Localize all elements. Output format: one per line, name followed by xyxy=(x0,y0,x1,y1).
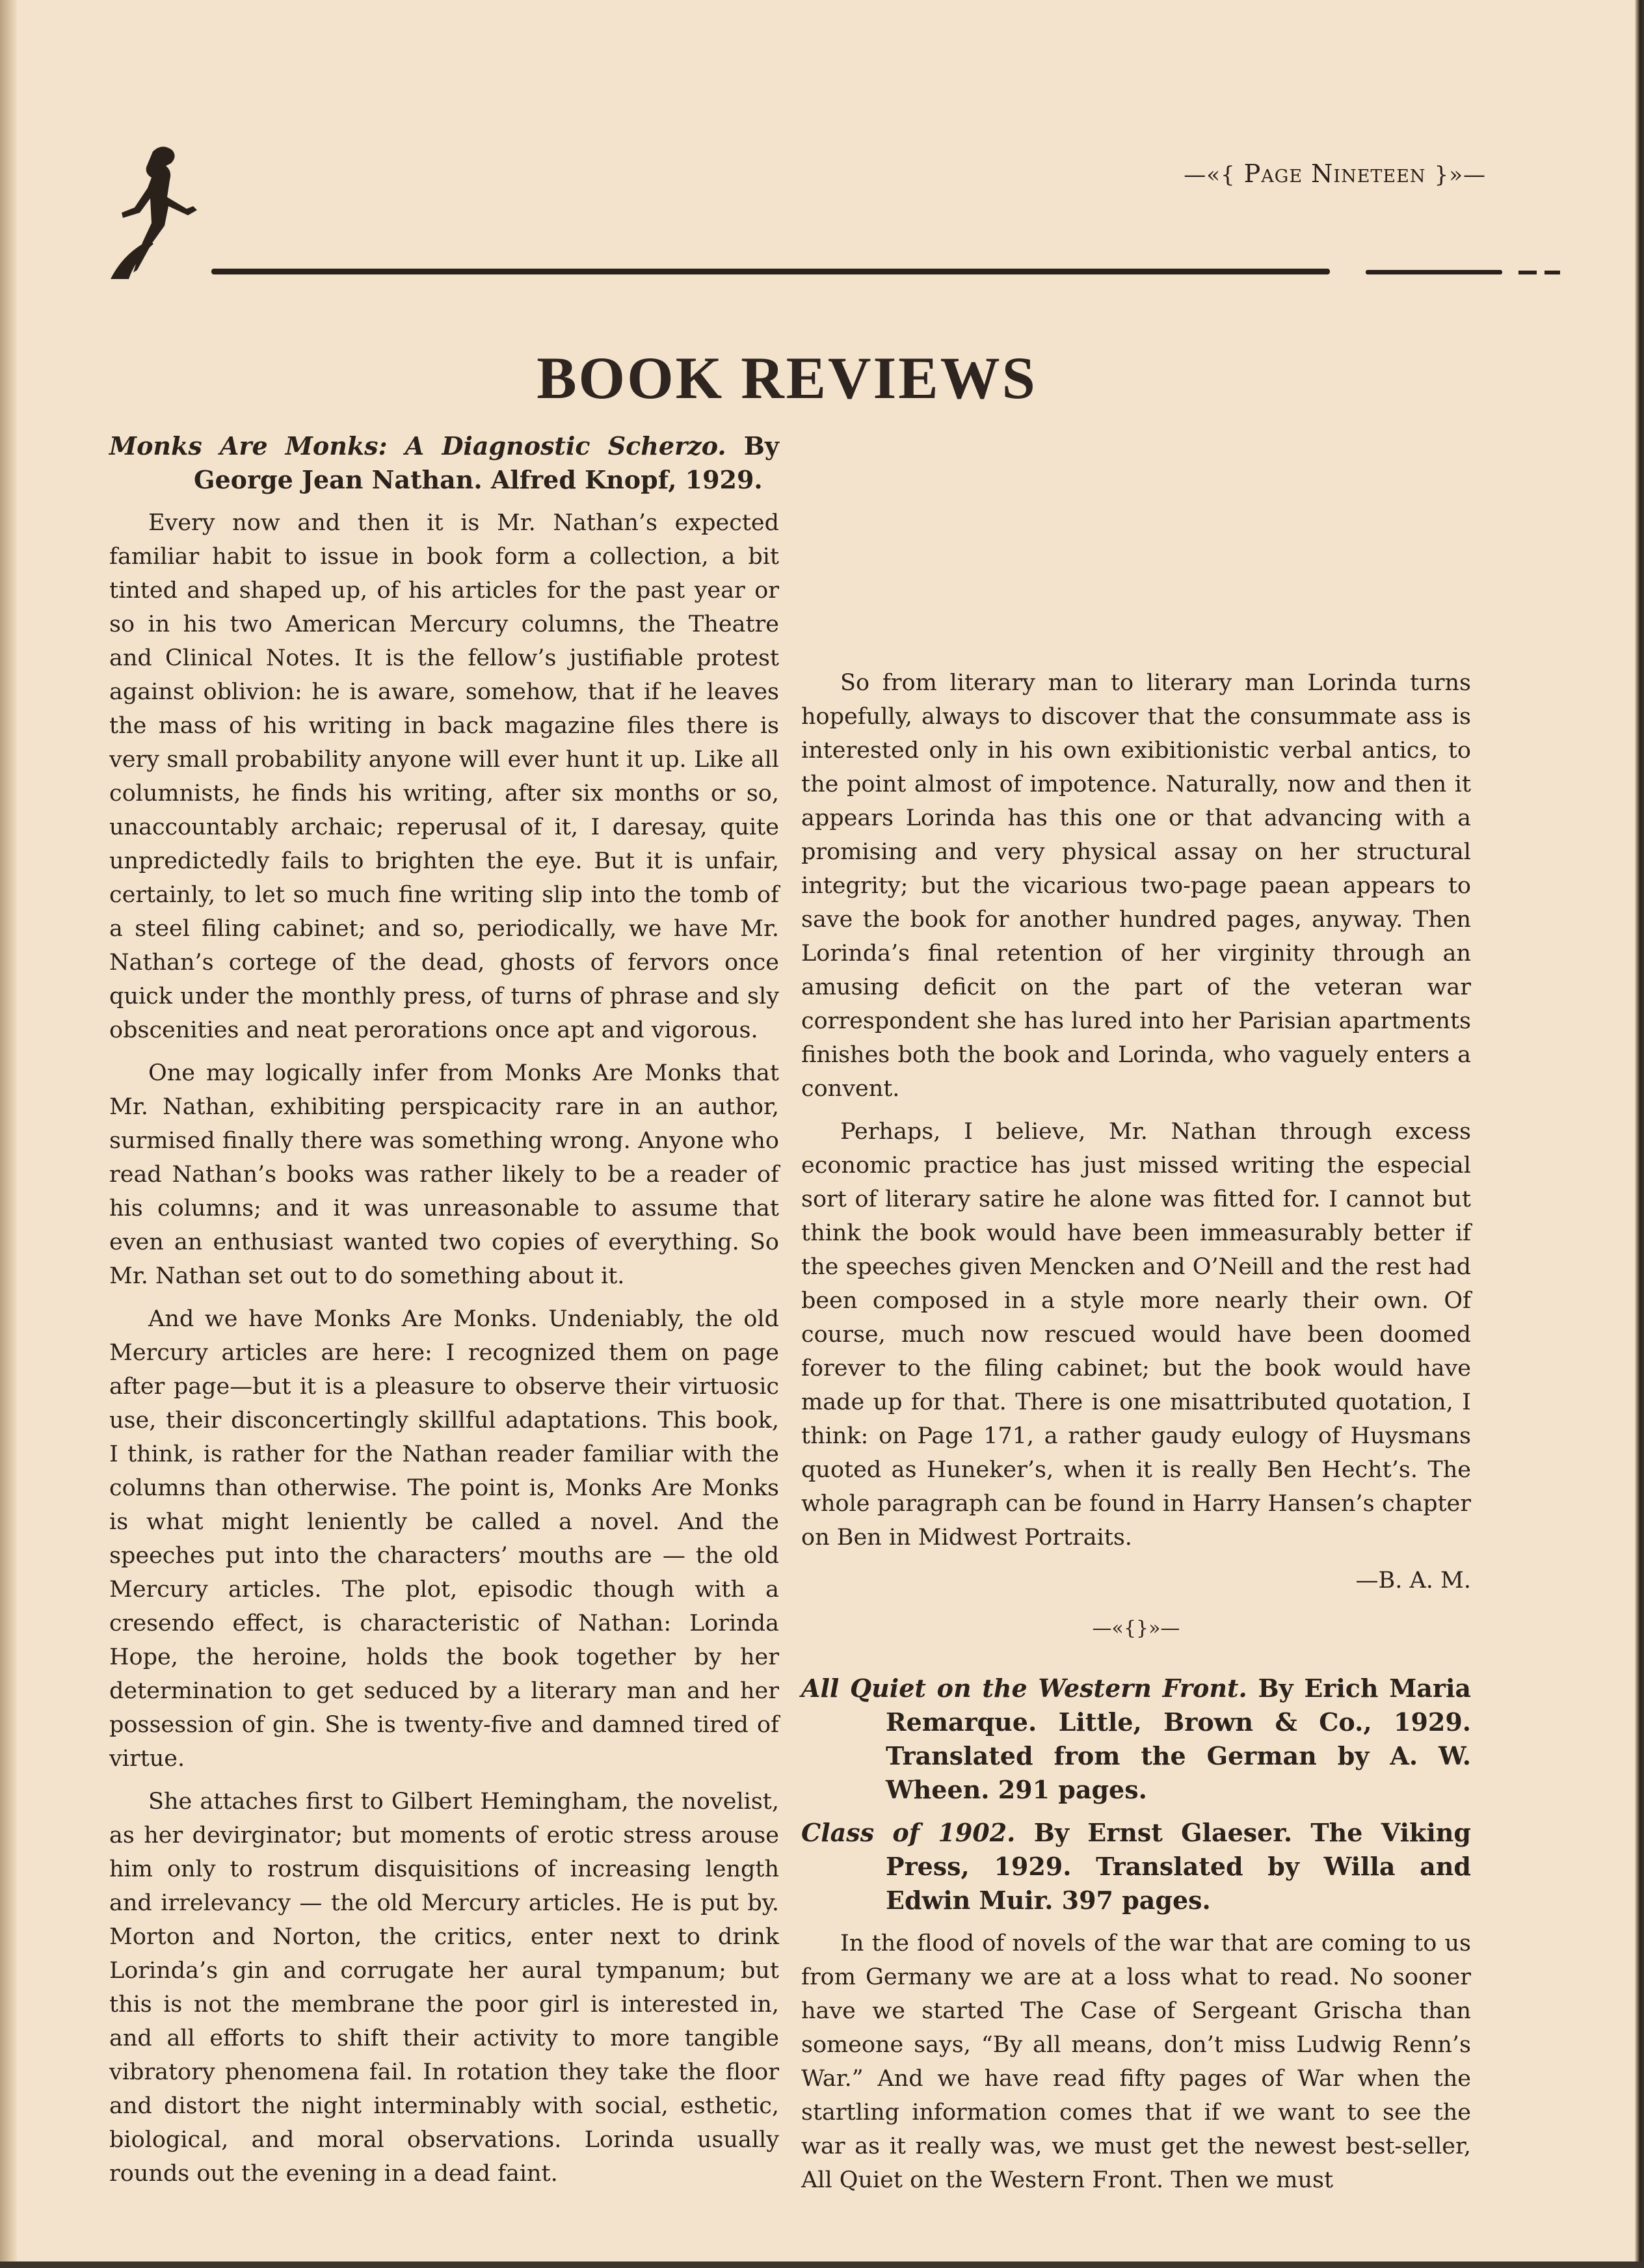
page-number-label xyxy=(1184,159,1486,188)
review-book-title: Monks Are Monks: A Diagnostic Scherzo. xyxy=(109,431,726,460)
review-paragraph: One may logically infer from Monks Are Monks that Mr. Nathan, exhibiting perspicacity rare in an author, surmised finally there was something wrong. Anyone who read Nathan’s books was rather likely to be a reader of his columns; and it was unreasonable to assume that even an enthusiast wanted two copies of everything. So Mr. Nathan set out to do something about it. xyxy=(109,1060,779,1289)
header-rule xyxy=(211,269,1330,274)
review-book-details: By Ernst Glaeser. The Viking Press, 1929. Translated by Willa and Edwin Muir. 397 pages. xyxy=(886,1818,1471,1915)
review-heading xyxy=(109,429,779,497)
review-heading xyxy=(801,1672,1471,1807)
review-paragraph: In the flood of novels of the war that are coming to us from Germany we are at a loss what to read. No sooner have we started The Case of Sergeant Grischa than someone says, “By all means, don’t miss Ludwig Renn’s War.” And we have read fifty pages of War when the startling information comes that if we want to see the war as it really was, we must get the newest best-seller, All Quiet on the Western Front. Then we must xyxy=(801,1930,1471,2193)
right-column xyxy=(801,666,1471,2206)
header-rule-dash xyxy=(1518,271,1537,274)
review-heading xyxy=(801,1816,1471,1917)
review-book-title: All Quiet on the Western Front. xyxy=(801,1674,1247,1703)
review-signature: —B. A. M. xyxy=(1355,1568,1471,1594)
review-book-details: By George Jean Nathan. Alfred Knopf, 1929. xyxy=(194,431,779,494)
page-title: BOOK REVIEWS xyxy=(537,345,1037,411)
page-header xyxy=(107,133,1486,289)
header-rule-segment xyxy=(1366,270,1502,274)
review-paragraph: So from literary man to literary man Lorinda turns hopefully, always to discover that the consummate ass is interested only in his own exibitionistic verbal antics, to the point almost of impotence. Naturally, now and then it appears Lorinda has this one or that advancing with a promising and very physical assay on her structural integrity; but the vicarious two-page paean appears to save the book for another hundred pages, anyway. Then Lorinda’s final retention of her virginity through an amusing deficit on the part of the veteran war correspondent she has lured into her Parisian apartments finishes both the book and Lorinda, who vaguely enters a convent. xyxy=(801,670,1471,1102)
page-label-text: Page Nineteen xyxy=(1243,159,1426,188)
left-column xyxy=(109,429,779,2200)
review-book-details: By Erich Maria Remarque. Little, Brown & Co., 1929. Translated from the German by A. W. Wheen. 291 pages. xyxy=(886,1674,1471,1804)
left-ornament: —«{ xyxy=(1184,162,1236,188)
review-paragraph: And we have Monks Are Monks. Undeniably, the old Mercury articles are here: I recognized them on page after page—but it is a pleasure to observe their virtuosic use, their disconcertingly skillful adaptations. This book, I think, is rather for the Nathan reader familiar with the columns than otherwise. The point is, Monks Are Monks is what might leniently be called a novel. And the speeches put into the characters’ mouths are — the old Mercury articles. The plot, episodic though with a cresendo effect, is characteristic of Nathan: Lorinda Hope, the heroine, holds the book together by her determination to get seduced by a literary man and her possession of gin. She is twenty-five and damned tired of virtue. xyxy=(109,1306,779,1772)
page-scan-edge-right xyxy=(1635,0,1644,2268)
page-scan-edge-bottom xyxy=(0,2261,1644,2268)
section-divider-ornament: —«{}»— xyxy=(1092,1617,1180,1640)
runner-emblem-icon xyxy=(107,140,231,286)
right-ornament: }»— xyxy=(1434,162,1486,188)
review-paragraph: Perhaps, I believe, Mr. Nathan through excess economic practice has just missed writing the especial sort of literary satire he alone was fitted for. I cannot but think the book would have been immeasurably better if the speeches given Mencken and O’Neill and the rest had been composed in a style more nearly their own. Of course, much now rescued would have been doomed forever to the filing cabinet; but the book would have made up for that. There is one misattributed quotation, I think: on Page 171, a rather gaudy eulogy of Huysmans quoted as Huneker’s, when it is really Ben Hecht’s. The whole paragraph can be found in Harry Hansen’s chapter on Ben in Midwest Portraits. xyxy=(801,1119,1471,1551)
review-book-title: Class of 1902. xyxy=(801,1818,1016,1847)
page-scan-edge-left xyxy=(0,0,17,2268)
header-rule-dash xyxy=(1545,271,1560,274)
review-paragraph: Every now and then it is Mr. Nathan’s expected familiar habit to issue in book form a collection, a bit tinted and shaped up, of his articles for the past year or so in his two American Mercury columns, the Theatre and Clinical Notes. It is the fellow’s justifiable protest against oblivion: he is aware, somehow, that if he leaves the mass of his writing in back magazine files there is very small probability anyone will ever hunt it up. Like all columnists, he finds his writing, after six months or so, unaccountably archaic; reperusal of it, I daresay, quite unpredictedly fails to brighten the eye. But it is unfair, certainly, to let so much fine writing slip into the tomb of a steel filing cabinet; and so, periodically, we have Mr. Nathan’s cortege of the dead, ghosts of fervors once quick under the monthly press, of turns of phrase and sly obscenities and neat perorations once apt and vigorous. xyxy=(109,510,779,1043)
review-paragraph: She attaches first to Gilbert Hemingham, the novelist, as her devirginator; but moments of erotic stress arouse him only to rostrum disquisitions of increasing length and irrelevancy — the old Mercury articles. He is put by. Morton and Norton, the critics, enter next to drink Lorinda’s gin and corrugate her aural tympanum; but this is not the membrane the poor girl is interested in, and all efforts to shift their activity to more tangible vibratory phenomena fail. In rotation they take the floor and distort the night interminably with social, esthetic, biological, and moral observations. Lorinda usually rounds out the evening in a dead faint. xyxy=(109,1789,779,2187)
